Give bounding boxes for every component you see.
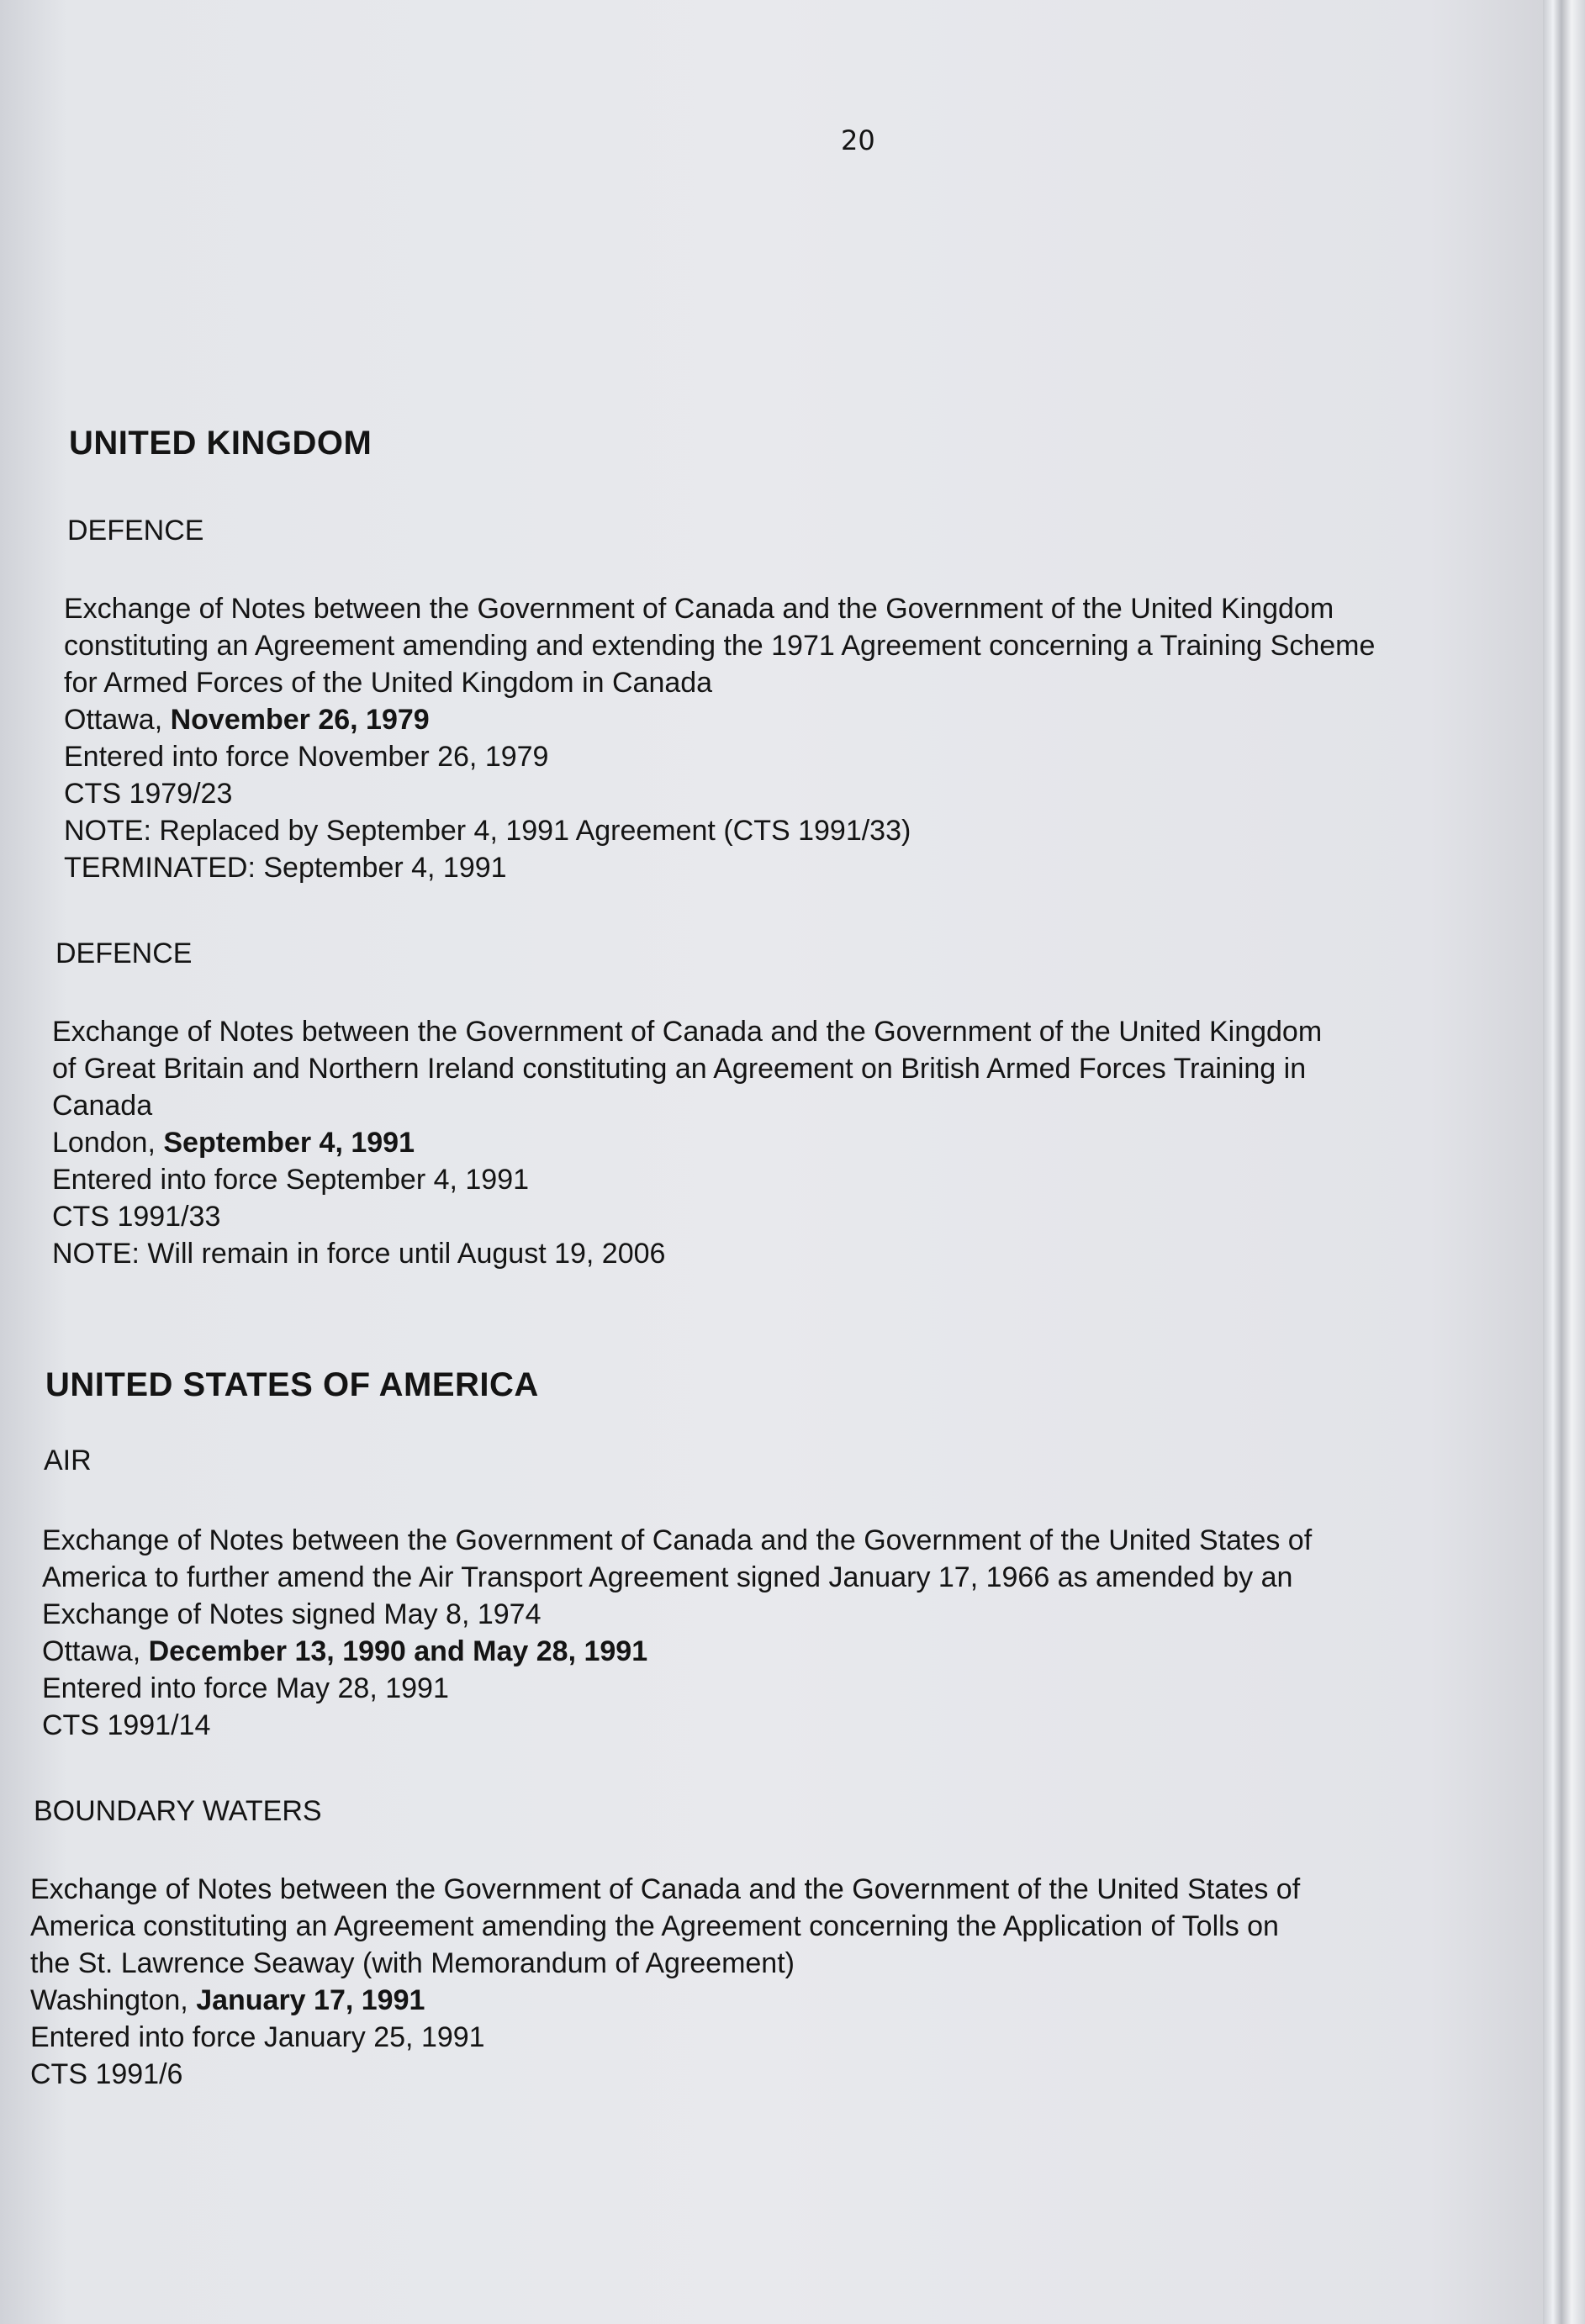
treaty-place: Ottawa,: [42, 1635, 149, 1667]
treaty-date: January 17, 1991: [196, 1984, 425, 2016]
category-heading: DEFENCE: [67, 515, 204, 547]
treaty-detail: Entered into force September 4, 1991: [52, 1164, 530, 1196]
treaty-title-line: of Great Britain and Northern Ireland constituting an Agreement on British Armed Forces Training in: [52, 1053, 1307, 1085]
treaty-title-line: Exchange of Notes between the Government of Canada and the Government of the United Kingdom: [64, 593, 1334, 625]
treaty-detail: Entered into force November 26, 1979: [64, 741, 549, 773]
treaty-place: Ottawa,: [64, 704, 171, 736]
treaty-place-date: [30, 1982, 1535, 2019]
treaty-entry: [42, 1522, 1547, 1744]
treaty-detail: CTS 1991/14: [42, 1709, 211, 1741]
treaty-title-line: the St. Lawrence Seaway (with Memorandum of Agreement): [30, 1947, 795, 1979]
category-heading: BOUNDARY WATERS: [34, 1795, 322, 1827]
treaty-title-line: Exchange of Notes signed May 8, 1974: [42, 1598, 542, 1630]
category-heading: AIR: [44, 1445, 92, 1476]
country-heading-united-states: UNITED STATES OF AMERICA: [45, 1366, 539, 1403]
treaty-detail: CTS 1991/6: [30, 2058, 183, 2090]
treaty-detail: CTS 1979/23: [64, 778, 233, 810]
treaty-title-line: constituting an Agreement amending and extending the 1971 Agreement concerning a Training Scheme: [64, 630, 1376, 662]
treaty-date: December 13, 1990 and May 28, 1991: [148, 1635, 648, 1667]
treaty-detail: Entered into force May 28, 1991: [42, 1672, 449, 1704]
treaty-title-line: America to further amend the Air Transport Agreement signed January 17, 1966 as amended by an: [42, 1561, 1293, 1593]
treaty-place: London,: [52, 1127, 164, 1159]
treaty-date: September 4, 1991: [163, 1127, 415, 1159]
treaty-detail: Entered into force January 25, 1991: [30, 2021, 485, 2053]
treaty-title-line: Exchange of Notes between the Government of Canada and the Government of the United States of: [42, 1524, 1313, 1556]
category-heading: DEFENCE: [55, 938, 193, 969]
treaty-place-date: [42, 1633, 1547, 1670]
treaty-date: November 26, 1979: [170, 704, 430, 736]
treaty-detail: CTS 1991/33: [52, 1201, 221, 1233]
treaty-title-line: Exchange of Notes between the Government of Canada and the Government of the United States of: [30, 1873, 1301, 1905]
treaty-entry: [52, 1013, 1557, 1272]
treaty-detail: NOTE: Replaced by September 4, 1991 Agreement (CTS 1991/33): [64, 815, 911, 847]
treaty-detail: NOTE: Will remain in force until August 19, 2006: [52, 1238, 666, 1270]
treaty-detail: TERMINATED: September 4, 1991: [64, 852, 507, 884]
treaty-place: Washington,: [30, 1984, 197, 2016]
treaty-title-line: for Armed Forces of the United Kingdom in Canada: [64, 667, 713, 699]
treaty-title-line: Canada: [52, 1090, 153, 1122]
treaty-title-line: Exchange of Notes between the Government of Canada and the Government of the United Kingdom: [52, 1016, 1323, 1048]
treaty-entry: [64, 590, 1569, 886]
treaty-entry: [30, 1871, 1535, 2093]
country-heading-united-kingdom: UNITED KINGDOM: [69, 425, 372, 462]
treaty-place-date: [52, 1124, 1557, 1161]
treaty-place-date: [64, 701, 1569, 738]
page-number: 20: [841, 124, 875, 156]
treaty-title-line: America constituting an Agreement amending the Agreement concerning the Application of Tolls on: [30, 1910, 1279, 1942]
